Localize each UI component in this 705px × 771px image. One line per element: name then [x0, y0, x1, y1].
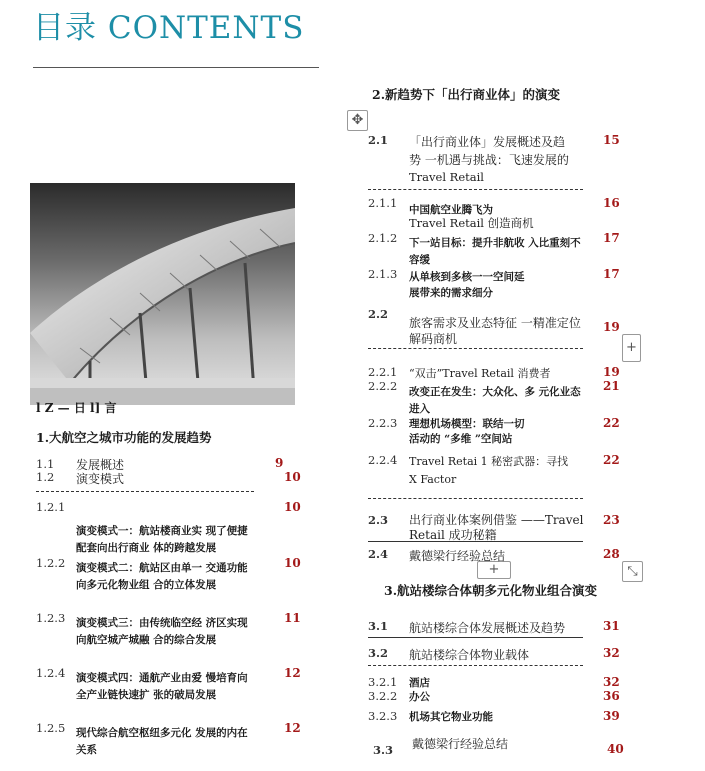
entry-title: 演变模式 — [76, 472, 125, 486]
entry-title: 出行商业体案例借鉴 ——Travel — [409, 513, 584, 527]
page-number: 19 — [603, 320, 620, 334]
page-number: 22 — [603, 453, 620, 467]
entry-number: 1.2.3 — [36, 611, 66, 625]
page-number: 31 — [603, 619, 620, 633]
page-number: 28 — [603, 547, 620, 561]
entry-number: 1.2.1 — [36, 500, 66, 514]
entry-title: 航站楼综合体物业载体 — [409, 648, 530, 662]
entry-title: 办公 — [409, 691, 430, 703]
add-column-button[interactable]: + — [477, 561, 511, 579]
title-rule — [33, 67, 319, 68]
divider — [368, 637, 583, 638]
entry-number: 2.2.3 — [368, 416, 398, 430]
entry-title: 配套向出行商业 体的跨越发展 — [76, 542, 217, 554]
section-1-heading: 1.大航空之城市功能的发展趋势 — [36, 430, 212, 445]
entry-title: 下一站目标：提升非航收 入比重刻不 — [409, 237, 581, 249]
entry-title: 发展概述 — [76, 458, 125, 472]
airport-roof-photo — [30, 183, 295, 405]
entry-title: 航站楼综合体发展概述及趋势 — [409, 621, 566, 635]
entry-number: 2.1.2 — [368, 231, 398, 245]
divider — [368, 189, 583, 190]
entry-title: 戴德梁行经验总结 — [409, 549, 506, 563]
page-number: 23 — [603, 513, 620, 527]
entry-title: 理想机场模型：联结一切 — [409, 418, 525, 430]
move-handle-icon[interactable]: ✥ — [347, 110, 368, 131]
page-number: 10 — [284, 500, 301, 514]
entry-title: Travel Retai 1 秘密武器：寻找 — [409, 455, 569, 468]
page-number: 10 — [284, 470, 301, 484]
entry-number: 3.2.2 — [368, 689, 398, 703]
preface-heading: l Z — 日 l] 言 — [36, 401, 117, 415]
page-number: 32 — [603, 675, 620, 689]
entry-number: 2.4 — [368, 547, 389, 561]
page-number: 39 — [603, 709, 620, 723]
entry-title: Travel Retail — [409, 170, 484, 184]
entry-number: 2.2.1 — [368, 365, 398, 379]
entry-title: 展带来的需求细分 — [409, 287, 493, 299]
divider — [368, 665, 583, 666]
page-number: 12 — [284, 666, 301, 680]
section-3-heading: 3.航站楼综合体朝多元化物业组合演变 — [384, 583, 598, 598]
entry-title: 进入 — [409, 403, 430, 415]
entry-number: 1.2.5 — [36, 721, 66, 735]
entry-title: 全产业链快速扩 张的破局发展 — [76, 689, 217, 701]
entry-number: 1.2.4 — [36, 666, 66, 680]
entry-title: 旅客需求及业态特征 一精准定位 — [409, 316, 581, 330]
page-number: 36 — [603, 689, 620, 703]
entry-title: Retail 成功秘籍 — [409, 528, 497, 542]
expand-icon[interactable]: ⤡ — [622, 561, 643, 582]
divider — [368, 541, 583, 542]
entry-title: 活动的 “多维 ”空间站 — [409, 433, 513, 445]
entry-number: 2.1 — [368, 133, 389, 147]
entry-number: 3.3 — [373, 743, 394, 757]
entry-number: 2.2.2 — [368, 379, 398, 393]
page-number: 40 — [607, 742, 624, 756]
entry-number: 3.2 — [368, 646, 389, 660]
entry-title: 戴德梁行经验总结 — [412, 737, 509, 751]
entry-title: 演变模式四：通航产业由爱 慢培育向 — [76, 672, 248, 684]
page-number: 16 — [603, 196, 620, 210]
entry-title: 容缓 — [409, 254, 430, 266]
entry-number: 2.1.1 — [368, 196, 398, 210]
entry-number: 3.2.3 — [368, 709, 398, 723]
entry-number: 1.2 — [36, 470, 55, 484]
entry-title: 解码商机 — [409, 332, 458, 346]
entry-title: X Factor — [409, 473, 457, 486]
page-number: 17 — [603, 231, 620, 245]
entry-number: 1.2.2 — [36, 556, 66, 570]
entry-number: 2.3 — [368, 513, 389, 527]
entry-title: 现代综合航空枢纽多元化 发展的内在 — [76, 727, 248, 739]
entry-title: Travel Retail 创造商机 — [409, 216, 534, 230]
page-number: 10 — [284, 556, 301, 570]
page-number: 9 — [275, 456, 284, 470]
page-number: 32 — [603, 646, 620, 660]
entry-title: 演变模式二：航站区由单一 交通功能 — [76, 562, 248, 574]
add-row-button[interactable]: + — [622, 334, 641, 362]
divider — [368, 498, 583, 499]
entry-title: 从单核到多核一一空间延 — [409, 271, 525, 283]
page-number: 12 — [284, 721, 301, 735]
entry-title: 演变模式三：由传统临空经 济区实现 — [76, 617, 248, 629]
entry-title: 中国航空业腾飞为 — [409, 204, 493, 216]
divider — [36, 491, 254, 492]
section-2-heading: 2.新趋势下「出行商业体」的演变 — [372, 87, 561, 102]
entry-title: 关系 — [76, 744, 97, 756]
entry-title: 向多元化物业组 合的立体发展 — [76, 579, 217, 591]
entry-number: 3.2.1 — [368, 675, 398, 689]
entry-number: 2.2 — [368, 307, 389, 321]
entry-number: 3.1 — [368, 619, 389, 633]
entry-title: 向航空城产城融 合的综合发展 — [76, 634, 217, 646]
entry-title: 势 一机遇与挑战：飞速发展的 — [409, 153, 569, 167]
entry-number: 1.1 — [36, 457, 55, 471]
entry-title: 机场其它物业功能 — [409, 711, 493, 723]
page-number: 21 — [603, 379, 620, 393]
entry-number: 2.2.4 — [368, 453, 398, 467]
page-number: 19 — [603, 365, 620, 379]
page-number: 15 — [603, 133, 620, 147]
page-number: 11 — [284, 611, 301, 625]
page-number: 22 — [603, 416, 620, 430]
page-number: 17 — [603, 267, 620, 281]
entry-title: 改变正在发生：大众化、多 元化业态 — [409, 386, 581, 398]
divider — [368, 348, 583, 349]
entry-title: 「出行商业体」发展概述及趋 — [409, 135, 566, 149]
page-title: 目录 CONTENTS — [33, 10, 305, 46]
entry-title: “双击”Travel Retail 消费者 — [409, 367, 551, 380]
entry-title: 演变模式一：航站楼商业实 现了便捷 — [76, 525, 248, 537]
entry-number: 2.1.3 — [368, 267, 398, 281]
entry-title: 酒店 — [409, 677, 430, 689]
